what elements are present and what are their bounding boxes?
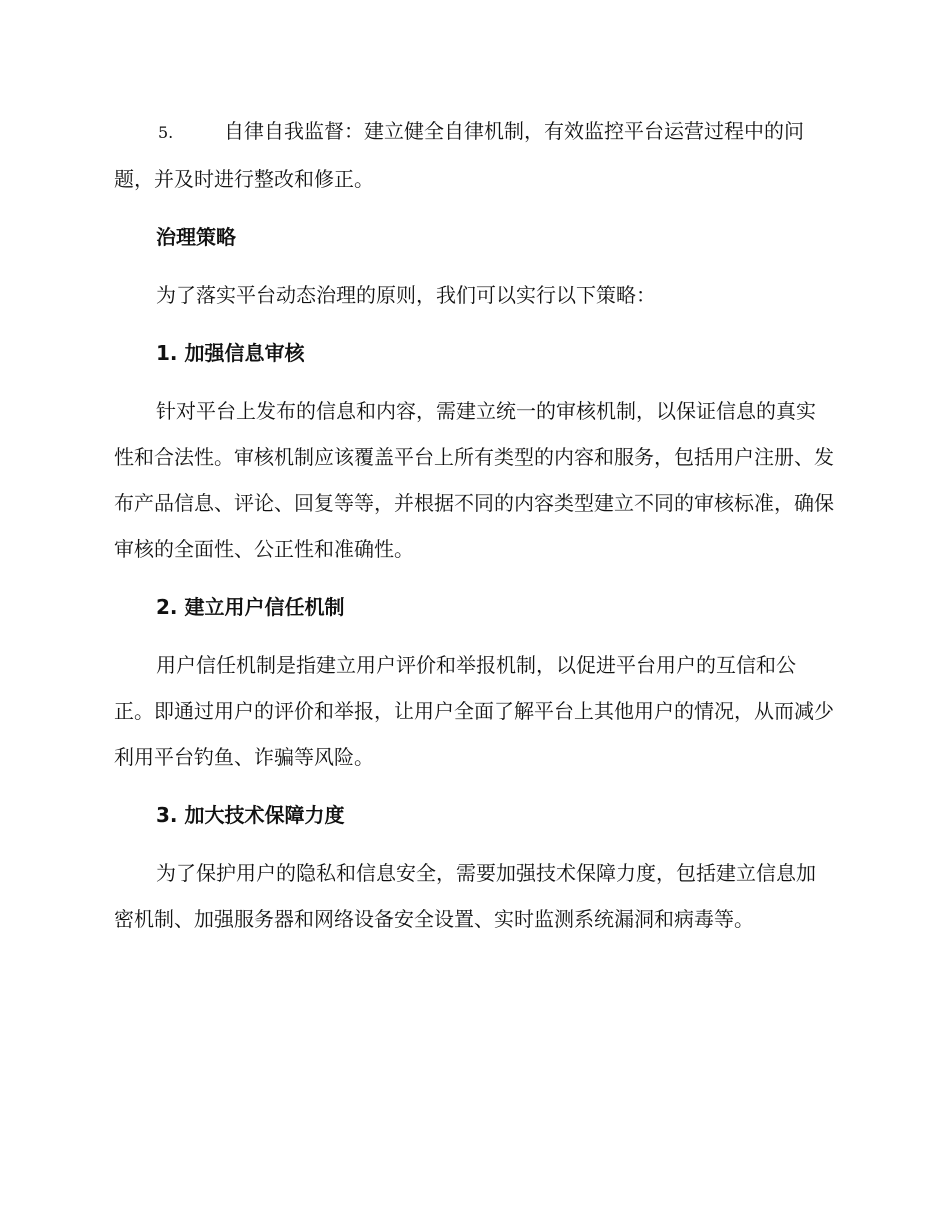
strategy-2-title: 2. 建立用户信任机制 — [156, 595, 345, 619]
section-intro: 为了落实平台动态治理的原则，我们可以实行以下策略： — [156, 283, 656, 307]
strategy-1-title: 1. 加强信息审核 — [156, 341, 305, 365]
section-heading: 治理策略 — [156, 225, 236, 249]
strategy-3-body: 为了保护用户的隐私和信息安全，需要加强技术保障力度，包括建立信息加密机制、加强服务器和网络设备安全设置、实时监测系统漏洞和病毒等。 — [114, 861, 816, 931]
list-item-text: 自律自我监督：建立健全自律机制，有效监控平台运营过程中的问题，并及时进行整改和修正。 — [114, 119, 804, 191]
strategy-3-title: 3. 加大技术保障力度 — [156, 803, 345, 827]
list-number: 5. — [158, 123, 174, 142]
document-body — [114, 108, 834, 942]
list-item-5 — [114, 108, 834, 202]
strategy-1-body: 针对平台上发布的信息和内容，需建立统一的审核机制，以保证信息的真实性和合法性。审核机制应该覆盖平台上所有类型的内容和服务，包括用户注册、发布产品信息、评论、回复等等，并根据不同的内容类型建立不同的审核标准，确保审核的全面性、公正性和准确性。 — [114, 399, 834, 561]
strategy-2-body: 用户信任机制是指建立用户评价和举报机制，以促进平台用户的互信和公正。即通过用户的评价和举报，让用户全面了解平台上其他用户的情况，从而减少利用平台钓鱼、诈骗等风险。 — [114, 653, 834, 769]
